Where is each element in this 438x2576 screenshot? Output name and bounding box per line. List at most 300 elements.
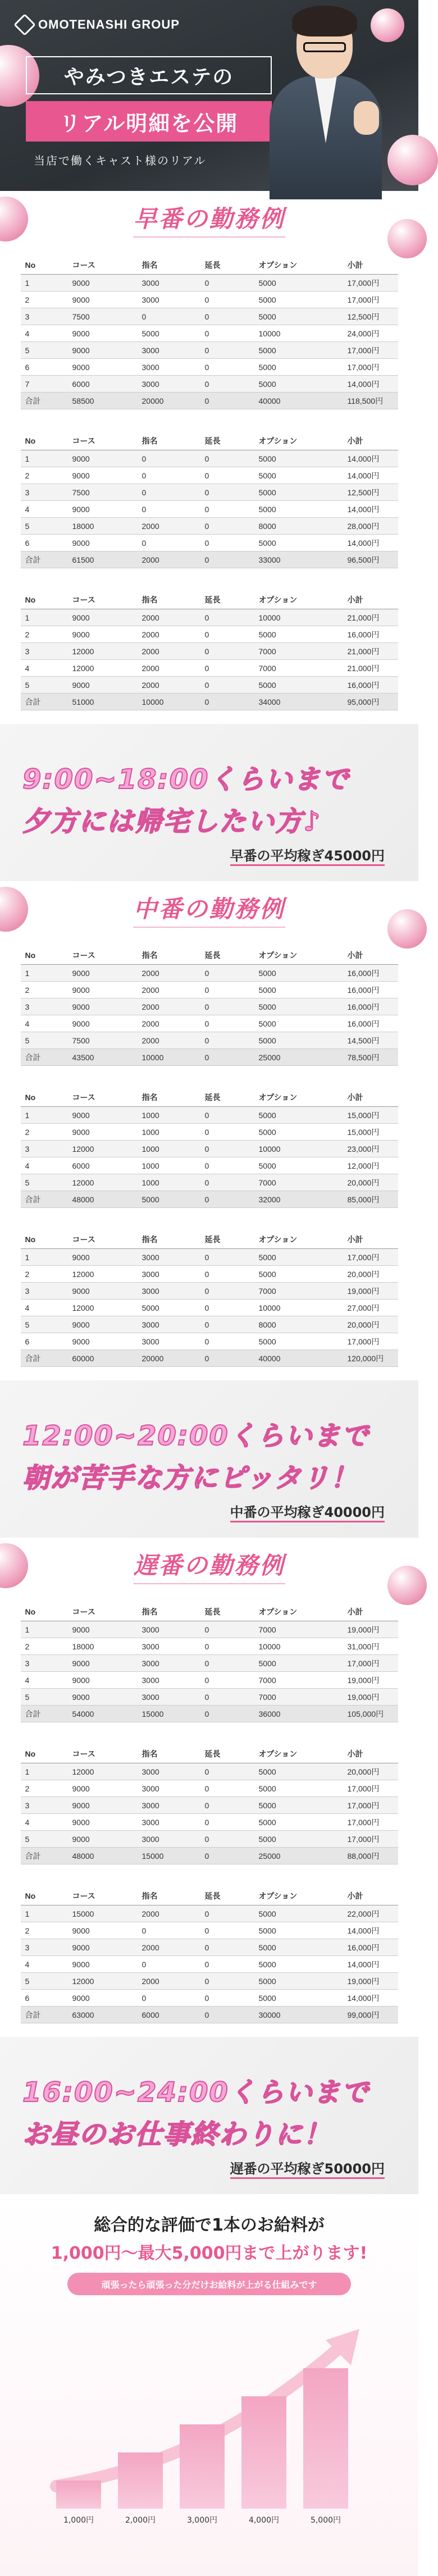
table-cell: 5000 <box>254 1107 343 1124</box>
table-cell: 5000 <box>254 1124 343 1141</box>
table-cell: 14,000円 <box>343 376 398 393</box>
table-cell: 0 <box>138 1990 200 2007</box>
table-cell: 0 <box>200 1706 254 1722</box>
table-cell: 20000 <box>138 1350 200 1367</box>
table-cell: 合計 <box>21 694 68 710</box>
table-cell: 40000 <box>254 393 343 409</box>
table-cell: 1000 <box>138 1157 200 1174</box>
salary-bar <box>56 2481 101 2509</box>
table-cell: 2000 <box>138 609 200 626</box>
table-cell: 9000 <box>68 626 138 643</box>
table-cell: 9000 <box>68 1797 138 1814</box>
table-cell: 9000 <box>68 1672 138 1689</box>
table-cell: 7000 <box>254 1174 343 1191</box>
column-header: 指名 <box>138 1230 200 1249</box>
section-title <box>0 881 418 937</box>
table-cell: 5000 <box>254 1655 343 1672</box>
table-cell: 4 <box>21 1157 68 1174</box>
table-cell: 19,000円 <box>343 1621 398 1638</box>
earnings-table-wrap <box>0 1221 418 1380</box>
table-cell: 14,500円 <box>343 1032 398 1049</box>
table-cell: 3000 <box>138 1763 200 1780</box>
table-cell: 22,000円 <box>343 1905 398 1922</box>
column-header: No <box>21 1230 68 1249</box>
table-cell: 5 <box>21 342 68 359</box>
table-total-row <box>21 393 398 409</box>
table-cell: 0 <box>200 965 254 982</box>
table-cell: 2 <box>21 291 68 308</box>
table-cell: 5 <box>21 1174 68 1191</box>
table-cell: 0 <box>200 1283 254 1300</box>
column-header: 延長 <box>200 1603 254 1621</box>
table-cell: 58500 <box>68 393 138 409</box>
table-row <box>21 1638 398 1655</box>
earnings-table-wrap <box>0 1594 418 1736</box>
table-cell: 19,000円 <box>343 1283 398 1300</box>
table-cell: 合計 <box>21 1350 68 1367</box>
table-row <box>21 965 398 982</box>
table-cell: 0 <box>200 342 254 359</box>
table-cell: 5000 <box>254 1922 343 1939</box>
staff-photo <box>270 11 382 191</box>
table-cell: 5000 <box>254 999 343 1015</box>
table-cell: 0 <box>200 1049 254 1066</box>
table-cell: 1000 <box>138 1174 200 1191</box>
column-header: No <box>21 1887 68 1905</box>
table-cell: 4 <box>21 501 68 518</box>
table-cell: 0 <box>200 1157 254 1174</box>
table-cell: 27,000円 <box>343 1300 398 1316</box>
decor-ball <box>0 887 28 932</box>
table-cell: 5000 <box>254 1157 343 1174</box>
table-row <box>21 1905 398 1922</box>
table-cell: 17,000円 <box>343 1814 398 1831</box>
hero-subtitle: 当店で働くキャスト様のリアル <box>34 154 207 167</box>
table-cell: 3000 <box>138 376 200 393</box>
table-cell: 25000 <box>254 1049 343 1066</box>
table-cell: 2000 <box>138 660 200 677</box>
table-total-row <box>21 2007 398 2023</box>
table-cell: 5000 <box>254 501 343 518</box>
table-cell: 9000 <box>68 965 138 982</box>
table-cell: 5000 <box>254 1032 343 1049</box>
table-cell: 9000 <box>68 1939 138 1956</box>
table-row <box>21 677 398 694</box>
table-cell: 54000 <box>68 1706 138 1722</box>
table-row <box>21 518 398 535</box>
table-cell: 30000 <box>254 2007 343 2023</box>
section-heading: 遅番の勤務例 <box>133 1547 285 1584</box>
table-cell: 2000 <box>138 982 200 999</box>
table-cell: 2 <box>21 982 68 999</box>
table-cell: 3000 <box>138 1780 200 1797</box>
table-cell: 17,000円 <box>343 1780 398 1797</box>
table-cell: 2000 <box>138 551 200 568</box>
table-row <box>21 501 398 518</box>
table-cell: 2000 <box>138 643 200 660</box>
table-cell: 3000 <box>138 1638 200 1655</box>
table-cell: 0 <box>200 2007 254 2023</box>
table-cell: 0 <box>200 643 254 660</box>
table-cell: 2 <box>21 1638 68 1655</box>
table-row <box>21 1797 398 1814</box>
banner-average: 早番の平均稼ぎ45000円 <box>230 845 385 866</box>
salary-bar <box>303 2368 348 2509</box>
table-cell: 9000 <box>68 1283 138 1300</box>
table-cell: 17,000円 <box>343 1333 398 1350</box>
table-cell: 17,000円 <box>343 275 398 291</box>
table-cell: 0 <box>200 1124 254 1141</box>
column-header: 小計 <box>343 946 398 965</box>
table-cell: 60000 <box>68 1350 138 1367</box>
table-cell: 10000 <box>254 1141 343 1157</box>
table-cell: 9000 <box>68 677 138 694</box>
table-cell: 5000 <box>254 342 343 359</box>
table-row <box>21 535 398 551</box>
table-cell: 0 <box>200 1300 254 1316</box>
table-total-row <box>21 551 398 568</box>
table-cell: 3000 <box>138 1266 200 1283</box>
table-cell: 9000 <box>68 1107 138 1124</box>
earnings-table-wrap <box>0 1878 418 2037</box>
table-cell: 0 <box>200 393 254 409</box>
table-cell: 9000 <box>68 535 138 551</box>
table-cell: 16,000円 <box>343 1015 398 1032</box>
table-cell: 7000 <box>254 1689 343 1706</box>
table-cell: 17,000円 <box>343 1831 398 1848</box>
table-cell: 3000 <box>138 342 200 359</box>
table-cell: 3 <box>21 308 68 325</box>
table-row <box>21 275 398 291</box>
column-header: コース <box>68 946 138 965</box>
column-header: コース <box>68 1745 138 1763</box>
column-header: オプション <box>254 1887 343 1905</box>
banner-catch: 夕方には帰宅したい方♪ <box>22 806 322 837</box>
table-row <box>21 1689 398 1706</box>
table-cell: 5000 <box>254 376 343 393</box>
table-cell: 17,000円 <box>343 359 398 376</box>
table-cell: 17,000円 <box>343 1249 398 1266</box>
table-cell: 9000 <box>68 982 138 999</box>
banner-catch: お昼のお仕事終わりに！ <box>22 2119 332 2150</box>
column-header: 延長 <box>200 1887 254 1905</box>
decor-ball <box>387 1566 427 1605</box>
table-cell: 5 <box>21 518 68 535</box>
table-cell: 51000 <box>68 694 138 710</box>
table-cell: 0 <box>200 694 254 710</box>
table-cell: 28,000円 <box>343 518 398 535</box>
salary-range: 1,000円〜最大5,000円まで上がります! <box>51 2244 368 2263</box>
table-cell: 9000 <box>68 359 138 376</box>
banner-hours: 12:00~20:00くらいまで <box>22 1420 369 1452</box>
table-cell: 9000 <box>68 1316 138 1333</box>
table-cell: 9000 <box>68 1780 138 1797</box>
table-cell: 9000 <box>68 1621 138 1638</box>
earnings-table <box>21 1230 398 1367</box>
column-header: オプション <box>254 1088 343 1107</box>
salary-bar <box>118 2452 163 2509</box>
table-cell: 40000 <box>254 1350 343 1367</box>
table-cell: 17,000円 <box>343 342 398 359</box>
table-cell: 14,000円 <box>343 1922 398 1939</box>
table-cell: 合計 <box>21 551 68 568</box>
table-cell: 9000 <box>68 325 138 342</box>
table-cell: 15000 <box>138 1706 200 1722</box>
section-heading: 中番の勤務例 <box>133 891 285 928</box>
table-cell: 9000 <box>68 609 138 626</box>
table-row <box>21 1655 398 1672</box>
table-cell: 1 <box>21 1763 68 1780</box>
table-cell: 14,000円 <box>343 467 398 484</box>
table-cell: 23,000円 <box>343 1141 398 1157</box>
table-total-row <box>21 1350 398 1367</box>
table-cell: 0 <box>200 1316 254 1333</box>
table-cell: 0 <box>200 376 254 393</box>
column-header: コース <box>68 1603 138 1621</box>
table-cell: 5000 <box>254 1333 343 1350</box>
hero-title-line2: リアル明細を公開 <box>26 101 272 142</box>
table-cell: 0 <box>200 1174 254 1191</box>
earnings-table <box>21 946 398 1066</box>
table-cell: 48000 <box>68 1848 138 1864</box>
table-cell: 0 <box>200 275 254 291</box>
table-cell: 0 <box>200 359 254 376</box>
earnings-table <box>21 432 398 568</box>
table-cell: 5 <box>21 677 68 694</box>
column-header: コース <box>68 1887 138 1905</box>
table-cell: 5000 <box>254 1266 343 1283</box>
column-header: オプション <box>254 946 343 965</box>
table-cell: 1000 <box>138 1107 200 1124</box>
shift-banner <box>0 724 418 881</box>
table-cell: 2000 <box>138 1939 200 1956</box>
table-cell: 25000 <box>254 1848 343 1864</box>
table-row <box>21 1922 398 1939</box>
table-cell: 5000 <box>254 484 343 501</box>
table-header-row <box>21 432 398 450</box>
column-header: オプション <box>254 1230 343 1249</box>
banner-hours: 9:00~18:00くらいまで <box>22 764 350 795</box>
table-cell: 3000 <box>138 1283 200 1300</box>
table-cell: 21,000円 <box>343 643 398 660</box>
table-cell: 0 <box>200 1939 254 1956</box>
table-cell: 合計 <box>21 1848 68 1864</box>
earnings-table-wrap <box>0 1736 418 1878</box>
table-cell: 5000 <box>254 626 343 643</box>
table-cell: 3000 <box>138 1333 200 1350</box>
table-cell: 6 <box>21 1333 68 1350</box>
table-header-row <box>21 1230 398 1249</box>
table-cell: 4 <box>21 1814 68 1831</box>
hero-title-line1: やみつきエステの <box>26 56 272 94</box>
table-cell: 2000 <box>138 1973 200 1990</box>
table-cell: 10000 <box>138 1049 200 1066</box>
table-cell: 4 <box>21 660 68 677</box>
column-header: 小計 <box>343 1230 398 1249</box>
table-cell: 9000 <box>68 291 138 308</box>
table-cell: 9000 <box>68 275 138 291</box>
table-cell: 0 <box>200 982 254 999</box>
table-total-row <box>21 694 398 710</box>
table-cell: 6 <box>21 1990 68 2007</box>
table-cell: 2 <box>21 626 68 643</box>
table-cell: 105,000円 <box>343 1706 398 1722</box>
table-cell: 0 <box>200 325 254 342</box>
salary-bar <box>241 2396 286 2509</box>
table-row <box>21 484 398 501</box>
table-row <box>21 1157 398 1174</box>
table-cell: 5000 <box>254 1905 343 1922</box>
table-cell: 0 <box>200 660 254 677</box>
table-cell: 3000 <box>138 291 200 308</box>
table-cell: 5000 <box>254 308 343 325</box>
table-cell: 10000 <box>254 1638 343 1655</box>
table-cell: 9000 <box>68 450 138 467</box>
table-cell: 12000 <box>68 660 138 677</box>
table-cell: 0 <box>138 535 200 551</box>
earnings-table-wrap <box>0 247 418 423</box>
table-cell: 3 <box>21 1283 68 1300</box>
table-cell: 5000 <box>254 1797 343 1814</box>
table-cell: 5000 <box>138 1300 200 1316</box>
table-cell: 48000 <box>68 1191 138 1208</box>
table-cell: 5000 <box>254 450 343 467</box>
table-cell: 0 <box>138 1922 200 1939</box>
table-cell: 7000 <box>254 643 343 660</box>
table-cell: 0 <box>200 999 254 1015</box>
column-header: No <box>21 1603 68 1621</box>
brand <box>17 17 180 33</box>
table-row <box>21 450 398 467</box>
table-cell: 2000 <box>138 626 200 643</box>
table-cell: 2000 <box>138 965 200 982</box>
table-cell: 5000 <box>254 1831 343 1848</box>
table-row <box>21 1141 398 1157</box>
table-cell: 9000 <box>68 342 138 359</box>
table-cell: 3 <box>21 1141 68 1157</box>
table-cell: 5000 <box>254 1249 343 1266</box>
table-cell: 24,000円 <box>343 325 398 342</box>
table-cell: 0 <box>200 1848 254 1864</box>
table-cell: 1 <box>21 965 68 982</box>
table-cell: 0 <box>138 1956 200 1973</box>
table-row <box>21 1032 398 1049</box>
table-total-row <box>21 1049 398 1066</box>
earnings-table-wrap <box>0 937 418 1079</box>
column-header: コース <box>68 256 138 275</box>
table-cell: 12000 <box>68 643 138 660</box>
table-row <box>21 609 398 626</box>
table-cell: 0 <box>200 518 254 535</box>
table-cell: 0 <box>200 450 254 467</box>
table-cell: 0 <box>200 1814 254 1831</box>
table-cell: 16,000円 <box>343 1939 398 1956</box>
table-cell: 5000 <box>254 1990 343 2007</box>
table-cell: 12000 <box>68 1141 138 1157</box>
table-row <box>21 1973 398 1990</box>
table-total-row <box>21 1706 398 1722</box>
column-header: 指名 <box>138 1088 200 1107</box>
column-header: 延長 <box>200 1745 254 1763</box>
earnings-table <box>21 1745 398 1864</box>
table-cell: 合計 <box>21 1191 68 1208</box>
table-cell: 6 <box>21 359 68 376</box>
table-total-row <box>21 1191 398 1208</box>
table-cell: 0 <box>200 1249 254 1266</box>
table-cell: 0 <box>200 1780 254 1797</box>
table-cell: 5000 <box>254 1015 343 1032</box>
table-cell: 6000 <box>68 1157 138 1174</box>
banner-average: 中番の平均稼ぎ40000円 <box>230 1501 385 1522</box>
table-cell: 96,500円 <box>343 551 398 568</box>
earnings-table <box>21 1088 398 1208</box>
column-header: 延長 <box>200 1088 254 1107</box>
table-cell: 6000 <box>68 376 138 393</box>
table-cell: 合計 <box>21 2007 68 2023</box>
table-cell: 15000 <box>68 1905 138 1922</box>
table-cell: 9000 <box>68 1015 138 1032</box>
table-cell: 0 <box>138 450 200 467</box>
table-row <box>21 1300 398 1316</box>
section-heading: 早番の勤務例 <box>133 200 285 238</box>
table-cell: 0 <box>200 1672 254 1689</box>
table-cell: 5000 <box>254 982 343 999</box>
table-cell: 4 <box>21 1956 68 1973</box>
table-cell: 0 <box>200 484 254 501</box>
table-cell: 3000 <box>138 1621 200 1638</box>
column-header: コース <box>68 432 138 450</box>
table-cell: 5000 <box>254 1814 343 1831</box>
table-row <box>21 1015 398 1032</box>
column-header: 延長 <box>200 432 254 450</box>
table-cell: 1 <box>21 275 68 291</box>
table-row <box>21 1316 398 1333</box>
table-cell: 5 <box>21 1973 68 1990</box>
table-cell: 2000 <box>138 1905 200 1922</box>
table-cell: 7000 <box>254 660 343 677</box>
column-header: 指名 <box>138 256 200 275</box>
table-cell: 5 <box>21 1032 68 1049</box>
table-cell: 1 <box>21 1621 68 1638</box>
table-cell: 0 <box>200 1655 254 1672</box>
table-cell: 0 <box>200 1333 254 1350</box>
table-cell: 6000 <box>138 2007 200 2023</box>
table-cell: 5000 <box>254 1973 343 1990</box>
table-cell: 3 <box>21 484 68 501</box>
table-cell: 12000 <box>68 1973 138 1990</box>
table-cell: 0 <box>200 1638 254 1655</box>
column-header: 延長 <box>200 1230 254 1249</box>
column-header: オプション <box>254 1603 343 1621</box>
table-cell: 8000 <box>254 518 343 535</box>
table-cell: 3000 <box>138 1655 200 1672</box>
table-cell: 7500 <box>68 484 138 501</box>
table-row <box>21 1283 398 1300</box>
table-cell: 9000 <box>68 501 138 518</box>
table-row <box>21 325 398 342</box>
table-cell: 14,000円 <box>343 450 398 467</box>
table-cell: 5000 <box>138 325 200 342</box>
table-cell: 5000 <box>254 1763 343 1780</box>
table-row <box>21 467 398 484</box>
table-cell: 7000 <box>254 1283 343 1300</box>
section-title <box>0 191 418 247</box>
table-row <box>21 982 398 999</box>
table-cell: 0 <box>200 626 254 643</box>
table-cell: 21,000円 <box>343 609 398 626</box>
table-cell: 5000 <box>254 275 343 291</box>
table-cell: 3 <box>21 1655 68 1672</box>
